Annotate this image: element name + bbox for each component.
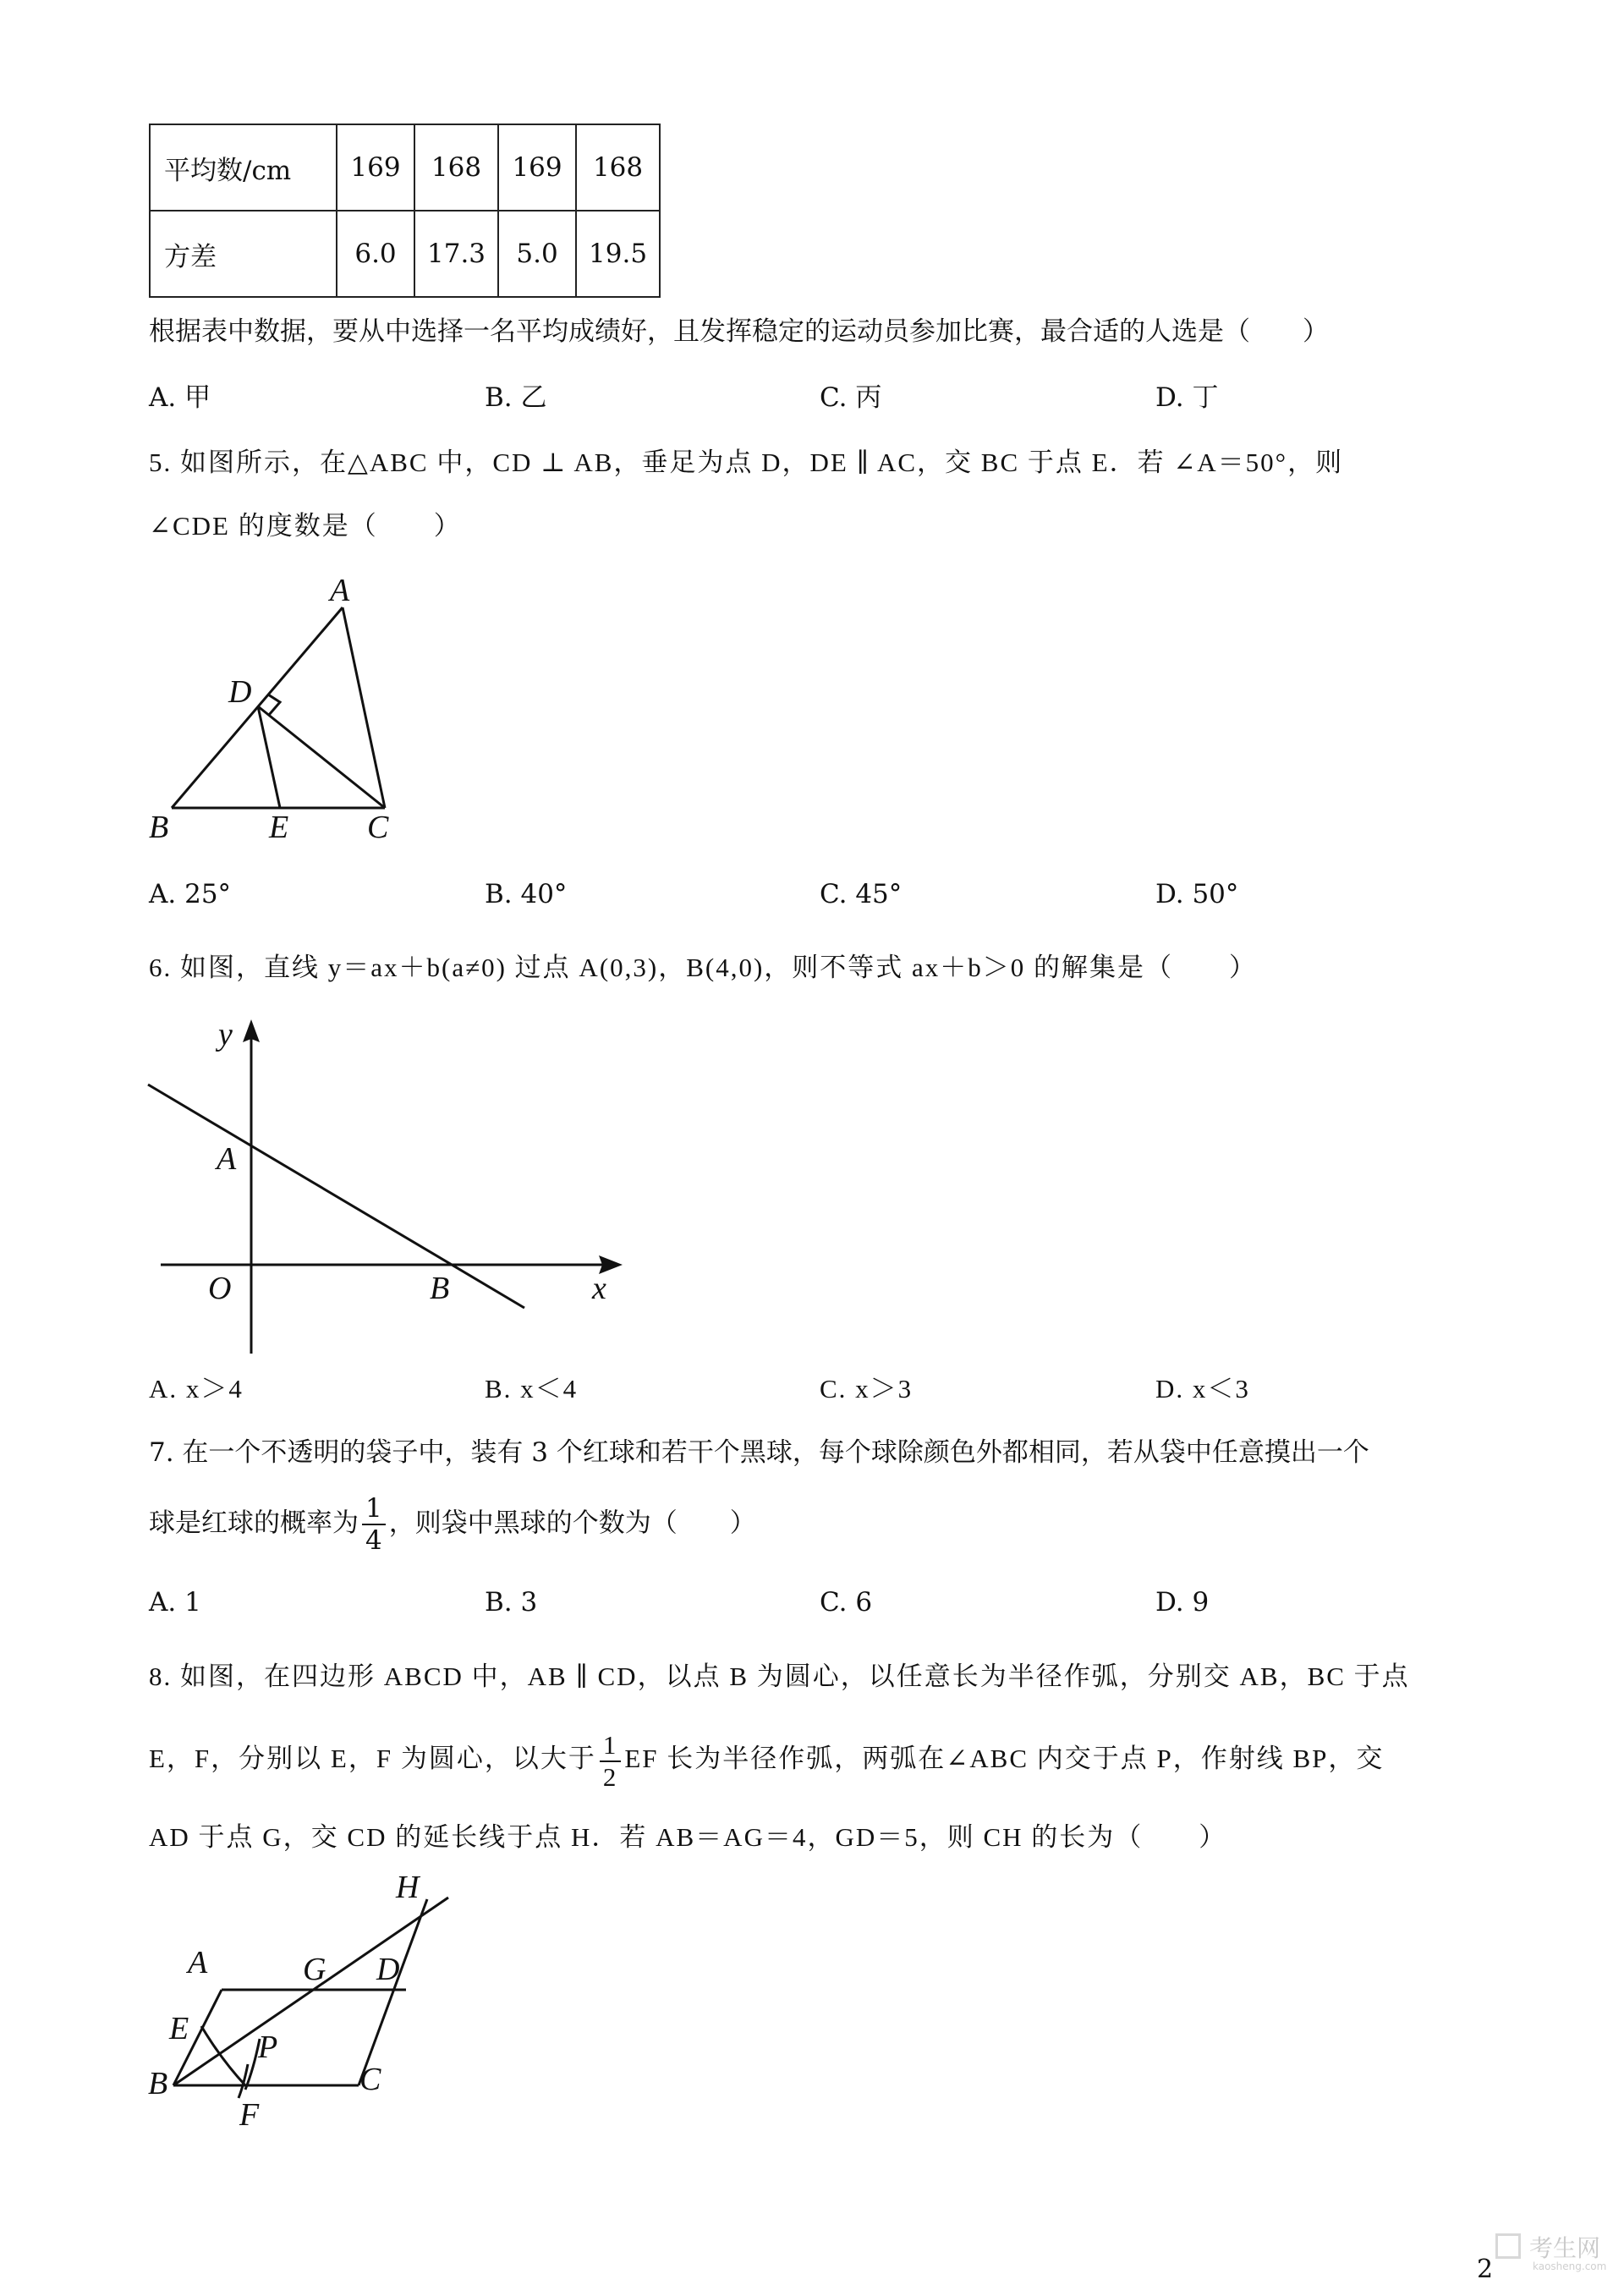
q7-option-d: D. 9 xyxy=(1155,1587,1210,1618)
table-cell: 19.5 xyxy=(576,211,660,297)
table-cell: 5.0 xyxy=(498,211,576,297)
q5-option-c: C. 45° xyxy=(820,879,903,909)
q6-label-y: y xyxy=(218,1017,233,1052)
q8-stem-text: E，F，分别以 E，F 为圆心，以大于 xyxy=(149,1744,596,1774)
table-row-label: 方差 xyxy=(150,211,337,297)
q5-stem-line2: ∠CDE 的度数是（ ） xyxy=(149,511,462,541)
q6-option-b: B. x＜4 xyxy=(485,1374,579,1403)
q5-option-b: B. 40° xyxy=(485,879,568,909)
q8-stem-text: EF 长为半径作弧，两弧在∠ABC 内交于点 P，作射线 BP，交 xyxy=(624,1744,1385,1774)
table-cell: 17.3 xyxy=(414,211,498,297)
q4-option-a: A. 甲 xyxy=(149,382,211,413)
q8-label-g: G xyxy=(303,1952,326,1987)
q6-label-o: O xyxy=(208,1271,232,1306)
q8-label-f: F xyxy=(239,2097,260,2133)
q5-option-a: A. 25° xyxy=(149,879,232,909)
q7-option-a: A. 1 xyxy=(149,1587,201,1618)
watermark-name: 考生网 xyxy=(1529,2234,1601,2262)
table-row-label: 平均数/cm xyxy=(150,124,337,211)
q6-label-b: B xyxy=(430,1271,450,1306)
q6-label-x: x xyxy=(592,1271,606,1306)
q5-stem-line1: 5. 如图所示，在△ABC 中，CD ⊥ AB，垂足为点 D，DE ∥ AC，交 BC 于点 E．若 ∠A＝50°，则 xyxy=(149,448,1344,477)
q7-option-c: C. 6 xyxy=(820,1587,873,1618)
q8-label-c: C xyxy=(359,2062,381,2097)
q4-option-c: C. 丙 xyxy=(820,382,882,413)
q8-stem-line1: 8. 如图，在四边形 ABCD 中，AB ∥ CD，以点 B 为圆心，以任意长为半径作弧，分别交 AB，BC 于点 xyxy=(149,1662,1410,1691)
q6-option-d: D. x＜3 xyxy=(1155,1374,1250,1403)
table-cell: 169 xyxy=(498,124,576,211)
table-cell: 168 xyxy=(414,124,498,211)
q5-label-a: A xyxy=(330,573,350,608)
q6-option-a: A. x＞4 xyxy=(149,1374,244,1403)
fraction-numerator: 1 xyxy=(362,1493,386,1525)
page-number: 2 xyxy=(1477,2255,1494,2284)
fraction-numerator: 1 xyxy=(600,1730,622,1762)
q4-option-d: D. 丁 xyxy=(1155,382,1219,413)
q5-label-d: D xyxy=(228,674,252,710)
q6-stem: 6. 如图，直线 y＝ax＋b(a≠0) 过点 A(0,3)，B(4,0)，则不等式 ax＋b＞0 的解集是（ ） xyxy=(149,953,1258,982)
q4-stem: 根据表中数据，要从中选择一名平均成绩好，且发挥稳定的运动员参加比赛，最合适的人选是（ ） xyxy=(149,316,1329,347)
table-cell: 168 xyxy=(576,124,660,211)
q8-label-p: P xyxy=(258,2030,278,2065)
q7-stem-text: ，则袋中黑球的个数为（ ） xyxy=(388,1508,756,1539)
q8-label-a: A xyxy=(188,1945,208,1980)
q4-option-b: B. 乙 xyxy=(485,382,547,413)
watermark-sub: kaosheng.com xyxy=(1533,2260,1607,2272)
q7-option-b: B. 3 xyxy=(485,1587,538,1618)
q6-option-c: C. x＞3 xyxy=(820,1374,914,1403)
q8-label-d: D xyxy=(376,1952,400,1987)
fraction-denominator: 4 xyxy=(365,1525,382,1556)
table-cell: 169 xyxy=(337,124,414,211)
q5-label-c: C xyxy=(367,810,389,845)
q8-label-h: H xyxy=(396,1870,420,1905)
q8-stem-line3: AD 于点 G，交 CD 的延长线于点 H．若 AB＝AG＝4，GD＝5，则 CH 的长为（ ） xyxy=(149,1822,1227,1852)
q5-option-d: D. 50° xyxy=(1155,879,1239,909)
watermark-logo-icon xyxy=(1495,2233,1521,2259)
table-cell: 6.0 xyxy=(337,211,414,297)
q6-label-a: A xyxy=(217,1141,237,1177)
q7-stem-line1: 7. 在一个不透明的袋子中，装有 3 个红球和若干个黑球，每个球除颜色外都相同，若从袋中任意摸出一个 xyxy=(149,1437,1369,1468)
q5-label-b: B xyxy=(149,810,169,845)
q8-label-b: B xyxy=(148,2066,168,2101)
q5-label-e: E xyxy=(269,810,289,845)
q7-stem-text: 球是红球的概率为 xyxy=(149,1508,359,1539)
fraction-denominator: 2 xyxy=(602,1762,618,1792)
q8-label-e: E xyxy=(169,2011,189,2046)
